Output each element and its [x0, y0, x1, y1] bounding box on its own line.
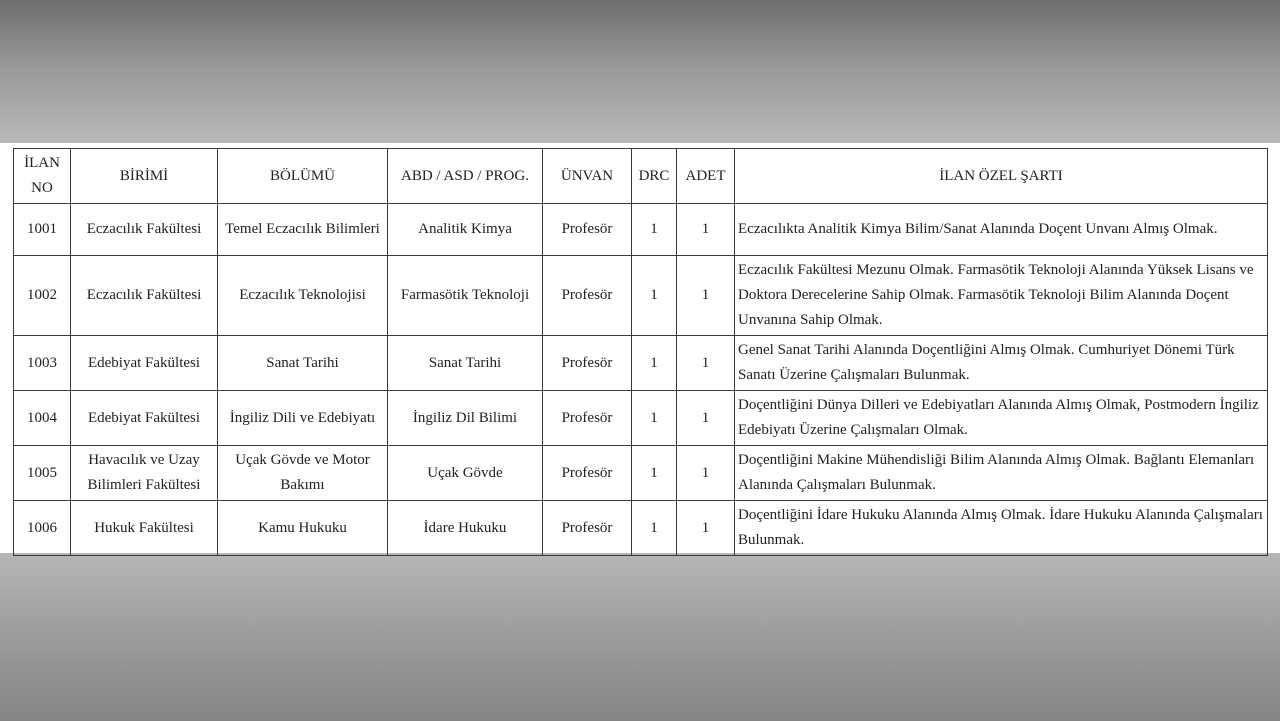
cell-drc: 1: [632, 204, 677, 256]
header-abd-asd-prog: ABD / ASD / PROG.: [388, 149, 543, 204]
announcement-sheet: [0, 143, 1280, 553]
table-row: [14, 336, 1268, 391]
cell-unvan: Profesör: [543, 204, 632, 256]
cell-abd: Uçak Gövde: [388, 446, 543, 501]
header-adet: ADET: [677, 149, 735, 204]
cell-ilan-no: 1006: [14, 501, 71, 556]
table-row: [14, 501, 1268, 556]
header-bolumu: BÖLÜMÜ: [218, 149, 388, 204]
cell-ozel-sart: Genel Sanat Tarihi Alanında Doçentliğini Almış Olmak. Cumhuriyet Dönemi Türk Sanatı Üzerine Çalışmaları Bulunmak.: [735, 336, 1268, 391]
cell-adet: 1: [677, 446, 735, 501]
cell-birimi: Eczacılık Fakültesi: [71, 204, 218, 256]
cell-drc: 1: [632, 336, 677, 391]
cell-unvan: Profesör: [543, 256, 632, 336]
cell-ozel-sart: Doçentliğini Dünya Dilleri ve Edebiyatları Alanında Almış Olmak, Postmodern İngiliz Edebiyatı Üzerine Çalışmaları Olmak.: [735, 391, 1268, 446]
cell-unvan: Profesör: [543, 501, 632, 556]
bottom-background-band: [0, 553, 1280, 721]
header-drc: DRC: [632, 149, 677, 204]
cell-drc: 1: [632, 391, 677, 446]
cell-abd: Farmasötik Teknoloji: [388, 256, 543, 336]
cell-abd: İdare Hukuku: [388, 501, 543, 556]
cell-abd: Analitik Kimya: [388, 204, 543, 256]
cell-unvan: Profesör: [543, 446, 632, 501]
cell-unvan: Profesör: [543, 336, 632, 391]
cell-bolumu: Sanat Tarihi: [218, 336, 388, 391]
header-birimi: BİRİMİ: [71, 149, 218, 204]
cell-birimi: Edebiyat Fakültesi: [71, 391, 218, 446]
cell-birimi: Hukuk Fakültesi: [71, 501, 218, 556]
cell-ilan-no: 1005: [14, 446, 71, 501]
cell-adet: 1: [677, 391, 735, 446]
top-background-band: [0, 0, 1280, 143]
cell-drc: 1: [632, 501, 677, 556]
table-row: [14, 256, 1268, 336]
cell-unvan: Profesör: [543, 391, 632, 446]
cell-ozel-sart: Doçentliğini İdare Hukuku Alanında Almış Olmak. İdare Hukuku Alanında Çalışmaları Bulunmak.: [735, 501, 1268, 556]
cell-adet: 1: [677, 204, 735, 256]
table-row: [14, 446, 1268, 501]
cell-ozel-sart: Doçentliğini Makine Mühendisliği Bilim Alanında Almış Olmak. Bağlantı Elemanları Alanında Çalışmaları Bulunmak.: [735, 446, 1268, 501]
cell-ozel-sart: Eczacılık Fakültesi Mezunu Olmak. Farmasötik Teknoloji Alanında Yüksek Lisans ve Doktora Derecelerine Sahip Olmak. Farmasötik Teknoloji Bilim Alanında Doçent Unvanına Sahip Olmak.: [735, 256, 1268, 336]
table-header-row: [14, 149, 1268, 204]
cell-abd: İngiliz Dil Bilimi: [388, 391, 543, 446]
cell-birimi: Edebiyat Fakültesi: [71, 336, 218, 391]
cell-drc: 1: [632, 446, 677, 501]
cell-birimi: Havacılık ve Uzay Bilimleri Fakültesi: [71, 446, 218, 501]
cell-bolumu: İngiliz Dili ve Edebiyatı: [218, 391, 388, 446]
cell-bolumu: Eczacılık Teknolojisi: [218, 256, 388, 336]
header-unvan: ÜNVAN: [543, 149, 632, 204]
cell-bolumu: Kamu Hukuku: [218, 501, 388, 556]
cell-adet: 1: [677, 501, 735, 556]
job-announcement-table: [13, 148, 1268, 556]
header-ilan-ozel-sarti: İLAN ÖZEL ŞARTI: [735, 149, 1268, 204]
header-ilan-no: İLAN NO: [14, 149, 71, 204]
cell-ozel-sart: Eczacılıkta Analitik Kimya Bilim/Sanat Alanında Doçent Unvanı Almış Olmak.: [735, 204, 1268, 256]
cell-birimi: Eczacılık Fakültesi: [71, 256, 218, 336]
cell-ilan-no: 1004: [14, 391, 71, 446]
cell-adet: 1: [677, 336, 735, 391]
cell-ilan-no: 1003: [14, 336, 71, 391]
cell-adet: 1: [677, 256, 735, 336]
cell-bolumu: Uçak Gövde ve Motor Bakımı: [218, 446, 388, 501]
cell-ilan-no: 1002: [14, 256, 71, 336]
cell-abd: Sanat Tarihi: [388, 336, 543, 391]
table-row: [14, 391, 1268, 446]
cell-ilan-no: 1001: [14, 204, 71, 256]
table-row: [14, 204, 1268, 256]
cell-drc: 1: [632, 256, 677, 336]
cell-bolumu: Temel Eczacılık Bilimleri: [218, 204, 388, 256]
